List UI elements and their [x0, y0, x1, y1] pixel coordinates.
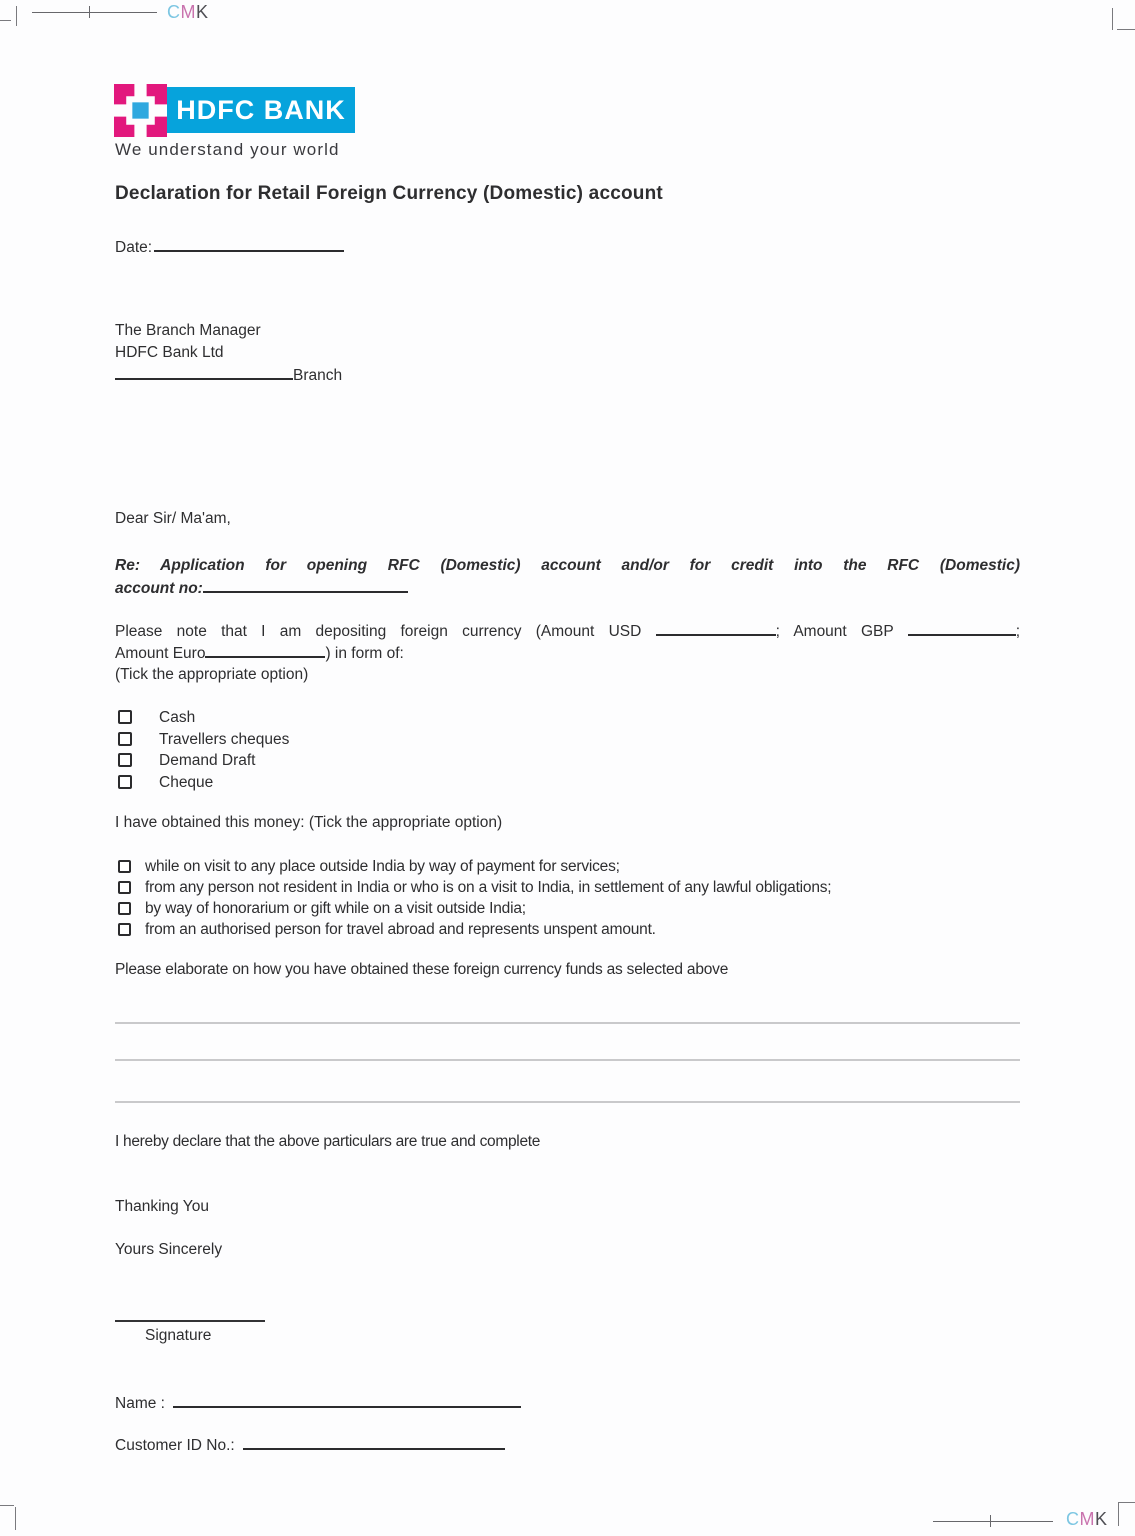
checkbox-icon: [118, 860, 131, 873]
cmk-label-bottom: [1066, 1509, 1108, 1530]
date-label: Date:: [115, 239, 153, 256]
cmk-m-letter: M: [180, 2, 196, 22]
deposit-text-3: ;: [1015, 623, 1021, 640]
deposit-option-row: [118, 729, 289, 751]
date-blank: [154, 236, 344, 252]
logo-corner-tl: [114, 84, 134, 104]
addressee-block: [115, 320, 342, 387]
obtained-options-list: [118, 857, 831, 941]
logo-corner-tr: [147, 84, 167, 104]
salutation: Dear Sir/ Ma'am,: [115, 510, 231, 527]
deposit-line-1: [115, 620, 1020, 642]
cmk-k-letter: K: [1095, 1509, 1108, 1529]
logo-center-square: [132, 102, 148, 118]
cmk-c-letter: C: [1066, 1509, 1080, 1529]
checkbox-icon: [118, 732, 132, 746]
thanking-text: Thanking You: [115, 1198, 209, 1215]
deposit-option-label: Travellers cheques: [159, 730, 290, 748]
account-no-blank: [203, 577, 408, 593]
writing-line: [115, 1022, 1020, 1024]
checkbox-icon: [118, 881, 131, 894]
customer-id-label: Customer ID No.:: [115, 1437, 235, 1454]
registration-tick-bottom: [990, 1515, 991, 1527]
addressee-line-2: HDFC Bank Ltd: [115, 344, 224, 361]
deposit-option-row: [118, 707, 289, 729]
name-label: Name :: [115, 1395, 165, 1412]
amount-gbp-blank: [908, 620, 1016, 636]
branch-row: [115, 364, 342, 387]
subject-line-1: Re: Application for opening RFC (Domestic) account and/or for credit into the RFC (Domestic): [115, 557, 1020, 574]
deposit-option-label: Cash: [159, 709, 196, 726]
crop-mark-bottom-left-horizontal: [0, 1505, 14, 1506]
deposit-text-5: ) in form of:: [325, 645, 404, 662]
cmk-label-top: [167, 2, 209, 23]
date-row: [115, 236, 344, 257]
obtained-option-row: [118, 899, 831, 920]
obtained-option-row: [118, 878, 831, 899]
crop-mark-bottom-right-horizontal: [1118, 1502, 1135, 1503]
closing-text: Yours Sincerely: [115, 1241, 223, 1258]
bank-name-text: HDFC BANK: [176, 94, 346, 125]
cmk-k-letter: K: [196, 2, 209, 22]
signature-line: [115, 1302, 265, 1322]
checkbox-icon: [118, 753, 132, 767]
deposit-option-row: [118, 750, 289, 772]
obtained-option-row: [118, 920, 831, 941]
deposit-line-2: [115, 642, 1020, 664]
customer-id-blank: [243, 1434, 505, 1450]
tick-note: (Tick the appropriate option): [115, 666, 309, 683]
subject-block: [115, 555, 1020, 600]
checkbox-icon: [118, 923, 131, 936]
branch-label: Branch: [293, 367, 343, 384]
crop-mark-bottom-left-vertical: [15, 1507, 16, 1530]
obtained-option-row: [118, 857, 831, 878]
brand-tagline: We understand your world: [115, 140, 340, 159]
obtained-heading: I have obtained this money: (Tick the appropriate option): [115, 814, 503, 831]
deposit-option-label: Cheque: [159, 773, 214, 791]
checkbox-icon: [118, 902, 131, 915]
checkbox-icon: [118, 710, 132, 724]
crop-mark-top-right-horizontal: [1117, 29, 1135, 30]
deposit-text-1: Please note that I am depositing foreign currency (Amount USD: [115, 623, 642, 640]
registration-line-bottom: [933, 1521, 1053, 1522]
obtained-option-label: from any person not resident in India or who is on a visit to India, in settlement of any lawful obligations;: [145, 879, 832, 896]
registration-line-top: [32, 12, 157, 13]
cmk-c-letter: C: [167, 2, 181, 22]
addressee-line-1: The Branch Manager: [115, 322, 261, 339]
checkbox-icon: [118, 775, 132, 789]
crop-mark-bottom-right-vertical: [1118, 1502, 1119, 1526]
writing-line: [115, 1059, 1020, 1061]
logo-corner-bl: [114, 117, 134, 137]
obtained-option-label: by way of honorarium or gift while on a visit outside India;: [145, 900, 526, 917]
amount-usd-blank: [656, 620, 776, 636]
subject-line-2: [115, 577, 1020, 600]
obtained-option-label: from an authorised person for travel abroad and represents unspent amount.: [145, 921, 656, 938]
name-blank: [173, 1392, 521, 1408]
deposit-option-row: [118, 772, 289, 794]
obtained-option-label: while on visit to any place outside India by way of payment for services;: [145, 858, 620, 875]
crop-mark-top-left-horizontal: [0, 20, 11, 21]
cmk-m-letter: M: [1079, 1509, 1095, 1529]
deposit-option-label: Demand Draft: [159, 752, 256, 769]
deposit-options-list: [118, 707, 289, 793]
writing-line: [115, 1101, 1020, 1103]
deposit-text-4: Amount Euro: [115, 645, 206, 662]
declaration-text: I hereby declare that the above particulars are true and complete: [115, 1133, 541, 1150]
branch-blank: [115, 364, 293, 380]
registration-tick-top: [89, 6, 90, 18]
crop-mark-top-right-vertical: [1112, 8, 1113, 30]
page-title: Declaration for Retail Foreign Currency (Domestic) account: [115, 183, 663, 204]
brand-banner: [167, 87, 355, 133]
name-row: [115, 1392, 521, 1413]
crop-mark-top-left-vertical: [16, 6, 17, 26]
deposit-text-2: ; Amount GBP: [775, 623, 894, 640]
signature-label: Signature: [145, 1327, 212, 1344]
customer-id-row: [115, 1434, 505, 1455]
logo-corner-br: [147, 117, 167, 137]
account-no-label: account no:: [115, 580, 203, 597]
elaborate-text: Please elaborate on how you have obtained these foreign currency funds as selected above: [115, 961, 729, 978]
deposit-paragraph: [115, 620, 1020, 685]
hdfc-logo-mark: [114, 84, 167, 137]
amount-euro-blank: [205, 642, 325, 658]
